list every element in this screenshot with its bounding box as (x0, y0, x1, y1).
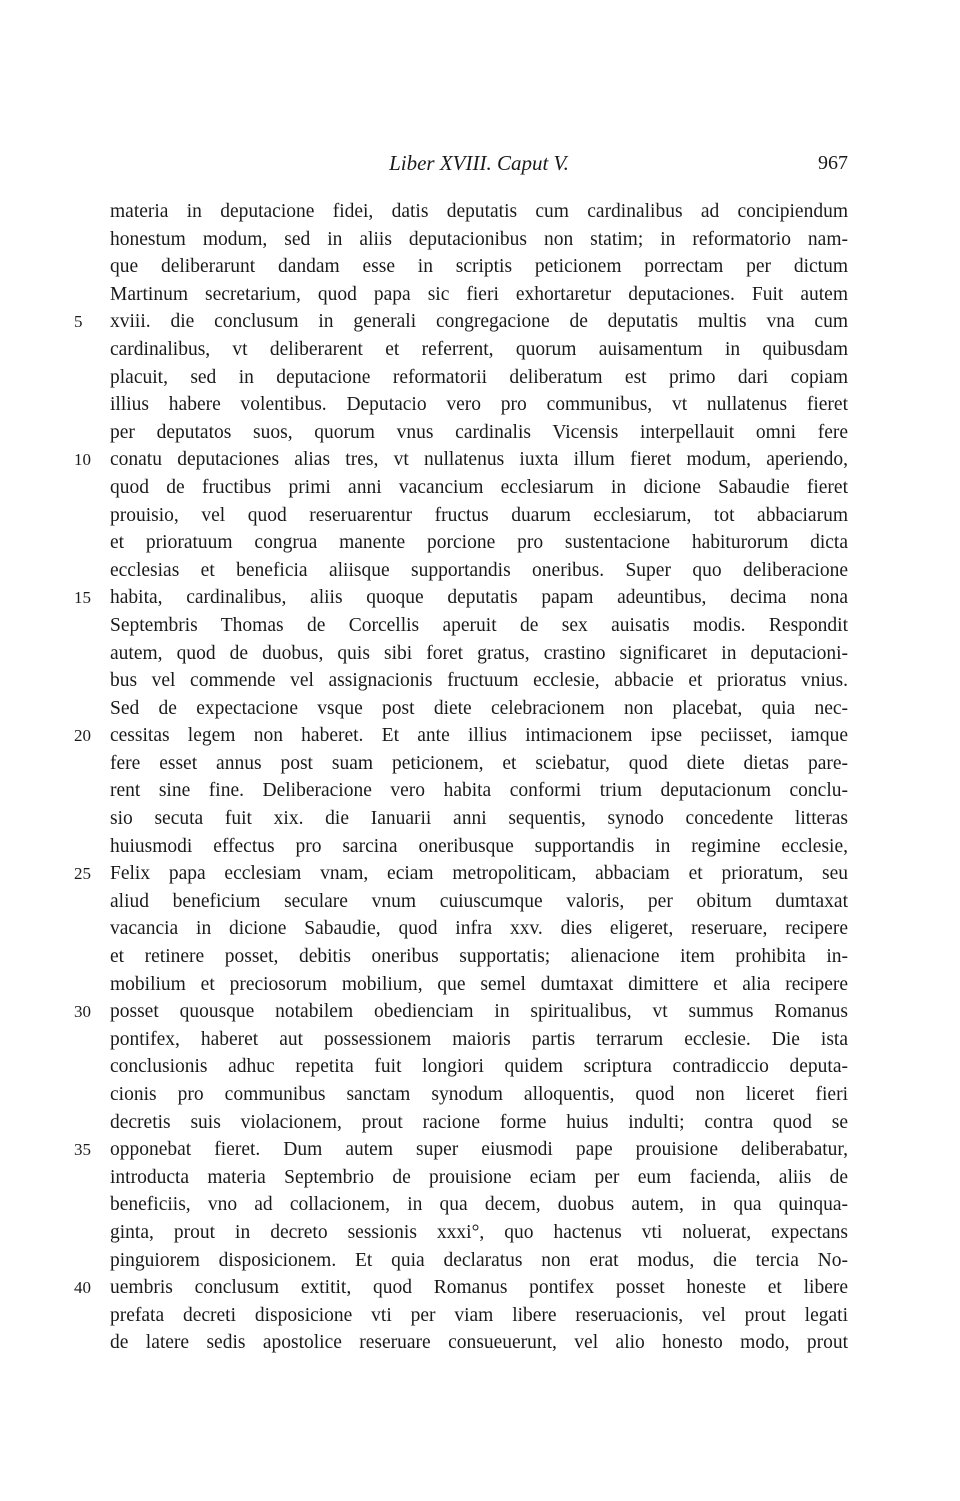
line-text: prouisio, vel quod reseruarentur fructus duarum ecclesiarum, tot abbaciarum (110, 504, 848, 526)
line-text: decretis suis violacionem, prout racione forme huius indulti; contra quod se (110, 1111, 848, 1133)
line-number: 40 (74, 1278, 91, 1298)
running-title: Liber XVIII. Caput V. (389, 151, 569, 175)
line-text: pontifex, haberet aut possessionem maioris partis terrarum ecclesie. Die ista (110, 1028, 848, 1050)
line-text: uembris conclusum extitit, quod Romanus pontifex posset honeste et libere (110, 1277, 848, 1299)
text-line (110, 971, 848, 999)
line-text: opponebat fieret. Dum autem super eiusmodi pape prouisione deliberabatur, (110, 1139, 848, 1161)
text-line (74, 584, 848, 612)
text-line (110, 1302, 848, 1330)
line-text: que deliberarunt dandam esse in scriptis peticionem porrectam per dictum (110, 256, 848, 278)
line-text: mobilium et preciosorum mobilium, que semel dumtaxat dimittere et alia recipere (110, 973, 848, 995)
line-number: 35 (74, 1140, 91, 1160)
line-text: placuit, sed in deputacione reformatorii deliberatum est primo dari copiam (110, 366, 848, 388)
text-line (110, 1026, 848, 1054)
text-line (110, 391, 848, 419)
text-line (110, 612, 848, 640)
text-line (110, 1219, 848, 1247)
line-text: rent sine fine. Deliberacione vero habita conformi trium deputacionum conclu- (110, 780, 848, 802)
text-line (110, 281, 848, 309)
text-line (110, 474, 848, 502)
text-line (110, 1247, 848, 1275)
line-text: xviii. die conclusum in generali congregacione de deputatis multis vna cum (110, 311, 848, 333)
line-text: quod de fructibus primi anni vacancium ecclesiarum in dicione Sabaudie fieret (110, 476, 848, 498)
line-number: 15 (74, 588, 91, 608)
text-line (74, 308, 848, 336)
line-text: vacancia in dicione Sabaudie, quod infra xxv. dies eligeret, reseruare, recipere (110, 918, 848, 940)
line-number: 25 (74, 864, 91, 884)
text-line (110, 915, 848, 943)
text-line (110, 502, 848, 530)
line-text: Felix papa ecclesiam vnam, eciam metropoliticam, abbaciam et prioratum, seu (110, 863, 848, 885)
text-line (110, 777, 848, 805)
line-text: Septembris Thomas de Corcellis aperuit de sex auisatis modis. Respondit (110, 614, 848, 636)
line-number: 5 (74, 312, 83, 332)
page-number: 967 (818, 152, 848, 174)
line-text: conclusionis adhuc repetita fuit longiori quidem scriptura contradiccio deputa- (110, 1056, 848, 1078)
text-line (110, 1329, 848, 1357)
line-text: illius habere volentibus. Deputacio vero pro communibus, vt nullatenus fieret (110, 394, 848, 416)
text-line (110, 805, 848, 833)
line-text: conatu deputaciones alias tres, vt nullatenus iuxta illum fieret modum, aperiendo, (110, 449, 848, 471)
text-line (74, 1274, 848, 1302)
line-text: bus vel commende vel assignacionis fructuum ecclesie, abbacie et prioratus vnius. (110, 670, 848, 692)
line-text: ginta, prout in decreto sessionis xxxi°, quo hactenus vti noluerat, expectans (110, 1221, 848, 1243)
text-line (110, 750, 848, 778)
line-text: de latere sedis apostolice reseruare consueuerunt, vel alio honesto modo, prout (110, 1332, 848, 1354)
text-line (74, 998, 848, 1026)
text-line (74, 1136, 848, 1164)
text-line (110, 364, 848, 392)
running-head (110, 148, 848, 178)
line-text: ecclesias et beneficia aliisque supportandis oneribus. Super quo deliberacione (110, 559, 848, 581)
line-text: et retinere posset, debitis oneribus supportatis; alienacione item prohibita in- (110, 946, 848, 968)
text-line (110, 888, 848, 916)
line-text: introducta materia Septembrio de prouisione eciam per eum facienda, aliis de (110, 1166, 848, 1188)
text-line (74, 860, 848, 888)
line-text: habita, cardinalibus, aliis quoque deputatis papam adeuntibus, decima nona (110, 587, 848, 609)
text-line (110, 1109, 848, 1137)
line-text: materia in deputacione fidei, datis deputatis cum cardinalibus ad concipiendum (110, 201, 848, 222)
text-line (110, 833, 848, 861)
text-line (110, 336, 848, 364)
line-text: prefata decreti disposicione vti per viam libere reseruacionis, vel prout legati (110, 1304, 848, 1326)
line-text: Martinum secretarium, quod papa sic fieri exhortaretur deputaciones. Fuit autem (110, 283, 848, 305)
line-text: honestum modum, sed in aliis deputacionibus non statim; in reformatorio nam- (110, 228, 848, 250)
line-text: cionis pro communibus sanctam synodum alloquentis, quod non liceret fieri (110, 1084, 848, 1105)
text-line (74, 722, 848, 750)
line-number: 20 (74, 726, 91, 746)
line-text: fere esset annus post suam peticionem, et sciebatur, quod diete dietas pare- (110, 752, 848, 774)
body-text (74, 198, 848, 1357)
text-line (74, 446, 848, 474)
text-line (110, 198, 848, 226)
text-line (110, 529, 848, 557)
line-text: huiusmodi effectus pro sarcina oneribusque supportandis in regimine ecclesie, (110, 835, 848, 857)
line-text: per deputatos suos, quorum vnus cardinalis Vicensis interpellauit omni fere (110, 421, 848, 443)
text-line (110, 1164, 848, 1192)
text-line (110, 253, 848, 281)
line-text: cardinalibus, vt deliberarent et referrent, quorum auisamentum in quibusdam (110, 338, 848, 360)
text-line (110, 557, 848, 585)
line-text: Sed de expectacione vsque post diete celebracionem non placebat, quia nec- (110, 697, 848, 719)
text-line (110, 667, 848, 695)
line-text: aliud beneficium seculare vnum cuiuscumque valoris, per obitum dumtaxat (110, 890, 848, 912)
line-text: pinguiorem disposicionem. Et quia declaratus non erat modus, die tercia No- (110, 1249, 848, 1271)
line-text: posset quousque notabilem obedienciam in spiritualibus, vt summus Romanus (110, 1001, 848, 1023)
text-line (110, 1053, 848, 1081)
text-line (110, 943, 848, 971)
line-text: cessitas legem non haberet. Et ante illius intimacionem ipse peciisset, iamque (110, 725, 848, 747)
text-line (110, 1081, 848, 1109)
line-text: autem, quod de duobus, quis sibi foret gratus, crastino significaret in deputacioni- (110, 642, 848, 664)
line-text: sio secuta fuit xix. die Ianuarii anni sequentis, synodo concedente litteras (110, 808, 848, 830)
text-line (110, 1191, 848, 1219)
text-line (110, 640, 848, 668)
line-number: 30 (74, 1002, 91, 1022)
line-number: 10 (74, 450, 91, 470)
line-text: et prioratuum congrua manente porcione pro sustentacione habiturorum dicta (110, 532, 848, 554)
text-line (110, 226, 848, 254)
text-line (110, 695, 848, 723)
line-text: beneficiis, vno ad collacionem, in qua decem, duobus autem, in qua quinqua- (110, 1194, 848, 1216)
text-line (110, 419, 848, 447)
